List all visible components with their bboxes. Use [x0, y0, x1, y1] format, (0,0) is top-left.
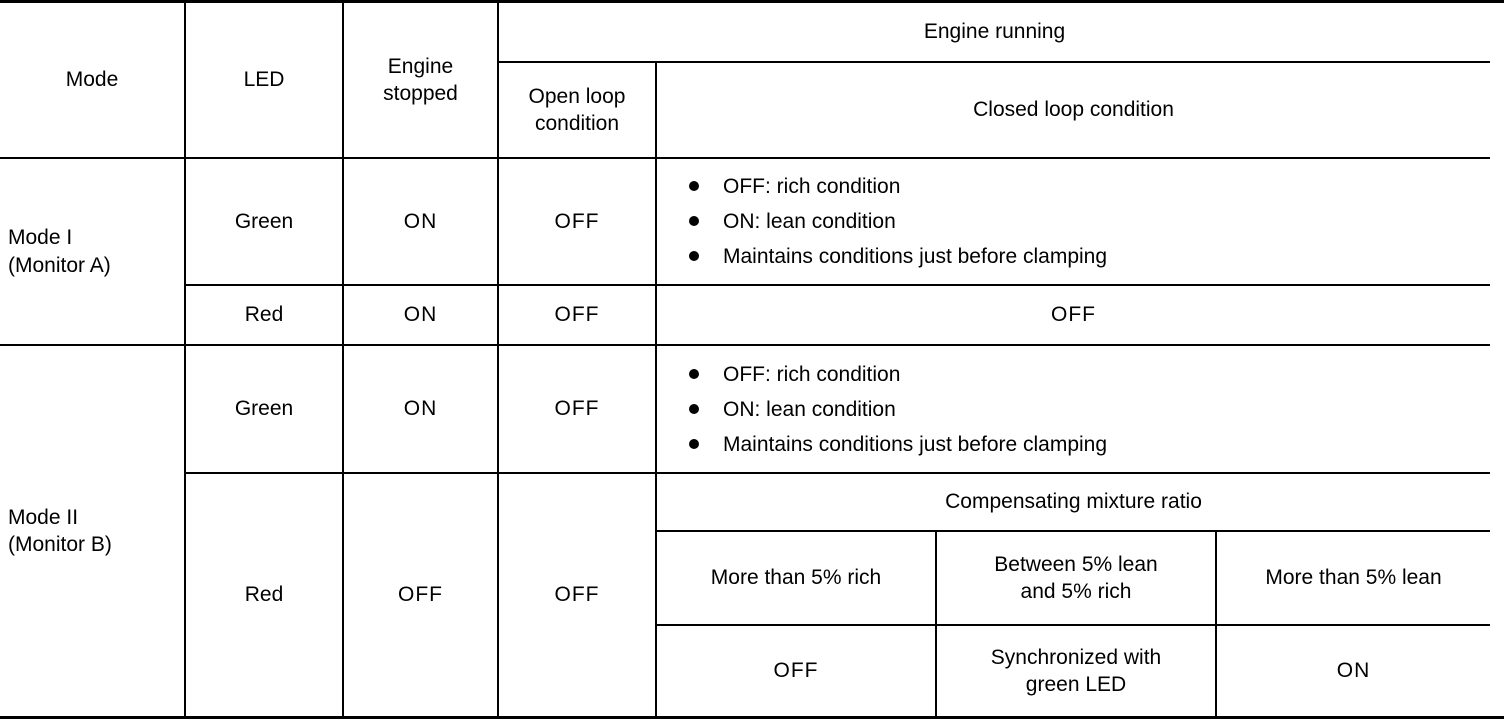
list-item: Maintains conditions just before clamping: [687, 239, 1482, 274]
mode1-red-row: [0, 285, 1490, 345]
mode2-green-engine-stopped: ON: [343, 345, 498, 473]
ratio-between-condition-line2: and 5% rich: [1020, 580, 1132, 603]
mode1-green-engine-stopped: ON: [343, 158, 498, 285]
mode1-red-open-loop: OFF: [498, 285, 656, 345]
mode1-green-closed-loop: [656, 158, 1490, 285]
mode1-red-led: Red: [185, 285, 343, 345]
header-engine-stopped: [343, 3, 498, 158]
header-open-loop: [498, 62, 656, 158]
mode2-red-row: [0, 473, 1490, 531]
mode2-green-row: [0, 345, 1490, 473]
ratio-rich-condition: More than 5% rich: [656, 531, 936, 625]
ratio-lean-condition: More than 5% lean: [1216, 531, 1490, 625]
ratio-between-condition-line1: Between 5% lean: [994, 552, 1158, 576]
ratio-between-state-line1: Synchronized with: [990, 645, 1162, 669]
mode2-green-closed-loop-list: [687, 357, 1482, 462]
mode2-red-engine-stopped: OFF: [343, 473, 498, 716]
list-item: ON: lean condition: [687, 204, 1482, 239]
ratio-between-state-line2: green LED: [1025, 673, 1127, 696]
ratio-between-state: [936, 625, 1216, 716]
mode1-label: [0, 158, 185, 345]
mode2-green-open-loop: OFF: [498, 345, 656, 473]
mode1-red-engine-stopped: ON: [343, 285, 498, 345]
ratio-between-condition: [936, 531, 1216, 625]
mode2-green-closed-loop: [656, 345, 1490, 473]
mode2-label-line2: (Monitor B): [8, 533, 112, 556]
bottom-rule: [0, 716, 1504, 719]
mode1-green-led: Green: [185, 158, 343, 285]
mode2-label-line1: Mode II: [8, 505, 79, 529]
header-led: LED: [185, 3, 343, 158]
mode1-red-closed-loop: OFF: [656, 285, 1490, 345]
list-item: ON: lean condition: [687, 392, 1482, 427]
mode1-green-open-loop: OFF: [498, 158, 656, 285]
header-open-loop-text: Open loop condition: [528, 84, 626, 135]
list-item: OFF: rich condition: [687, 357, 1482, 392]
list-item: Maintains conditions just before clamping: [687, 427, 1482, 462]
compensating-header: Compensating mixture ratio: [656, 473, 1490, 531]
header-closed-loop: Closed loop condition: [656, 62, 1490, 158]
mode2-red-led: Red: [185, 473, 343, 716]
ratio-lean-state: ON: [1216, 625, 1490, 716]
mode2-label: [0, 345, 185, 716]
mode1-green-row: [0, 158, 1490, 285]
led-mode-table: [0, 3, 1490, 716]
list-item: OFF: rich condition: [687, 169, 1482, 204]
header-engine-running: Engine running: [498, 3, 1490, 62]
mode1-label-line2: (Monitor A): [8, 253, 111, 277]
ratio-rich-state: OFF: [656, 625, 936, 716]
mode2-green-led: Green: [185, 345, 343, 473]
header-engine-stopped-text: Engine stopped: [383, 54, 458, 105]
mode2-red-open-loop: OFF: [498, 473, 656, 716]
mode1-label-line1: Mode I: [8, 226, 73, 250]
mode1-green-closed-loop-list: [687, 169, 1482, 274]
header-mode: Mode: [0, 3, 185, 158]
header-row-1: [0, 3, 1490, 62]
